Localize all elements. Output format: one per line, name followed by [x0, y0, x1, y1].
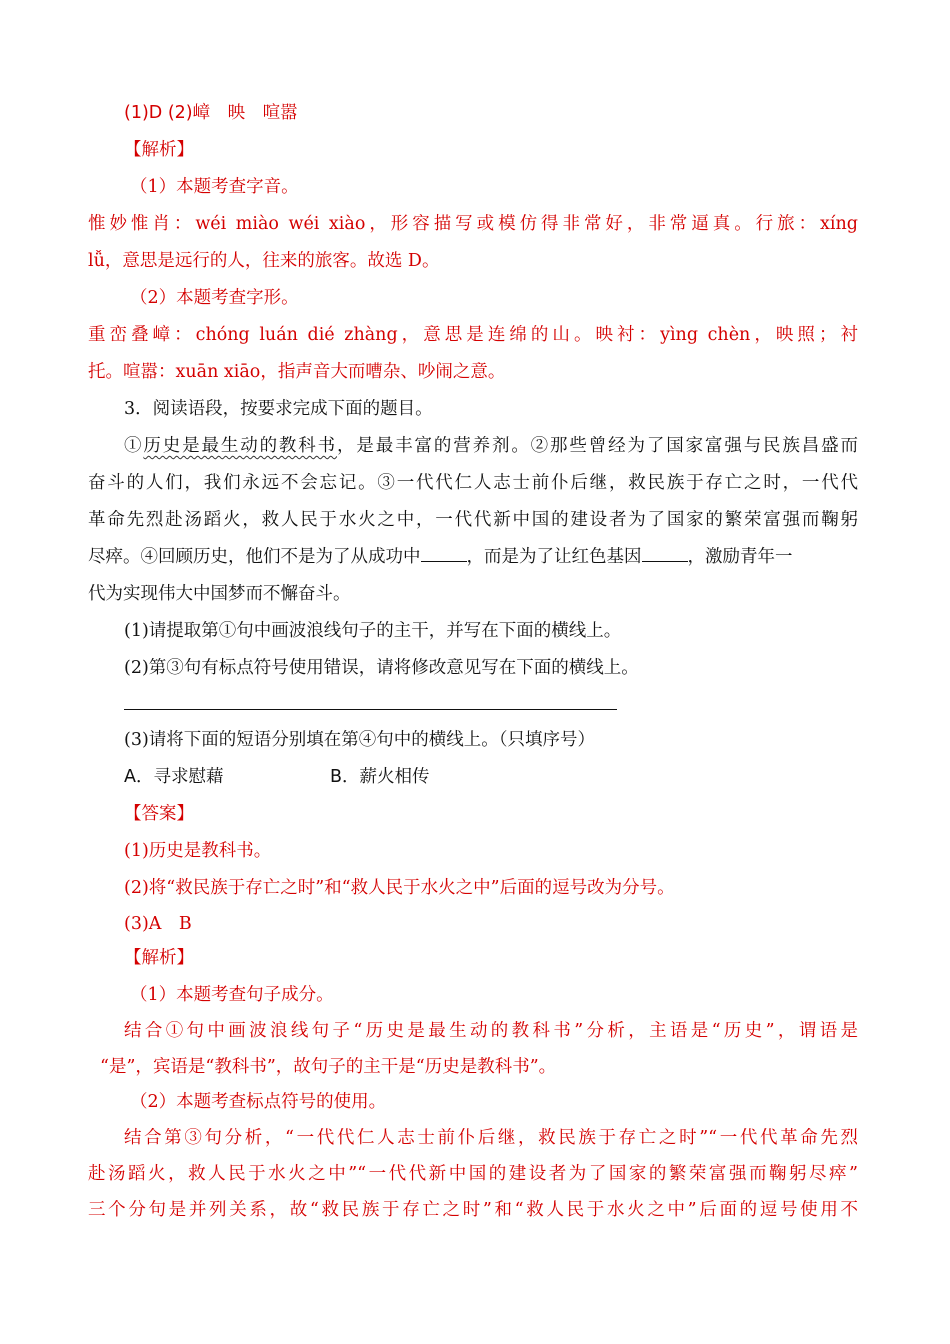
passage-line-4-b: ，而是为了让红色基因	[466, 547, 642, 567]
answer-writing-line[interactable]	[124, 709, 617, 710]
prev-explain-2-line1: 重峦叠嶂：chóng luán dié zhàng，意思是连绵的山。映衬：yìng chèn，映照；衬	[88, 325, 858, 345]
prev-explain-1-line2: lǚ，意思是远行的人，往来的旅客。故选 D。	[88, 251, 440, 271]
passage-line-5: 代为实现伟大中国梦而不懈奋斗。	[88, 584, 351, 604]
prev-explain-2-title: （2）本题考查字形。	[130, 288, 299, 308]
jiexi-label-1: 【解析】	[124, 140, 194, 160]
passage-line-1-rest: ，是最丰富的营养剂。②那些曾经为了国家富强与民族昌盛而	[337, 436, 859, 456]
option-b-row	[330, 765, 530, 789]
prev-explain-2-line2: 托。喧嚣：xuān xiāo，指声音大而嘈杂、吵闹之意。	[88, 362, 506, 382]
prev-explain-1-title: （1）本题考查字音。	[130, 177, 299, 197]
passage-line-2: 奋斗的人们，我们永远不会忘记。③一代代仁人志士前仆后继，救民族于存亡之时，一代代	[88, 473, 858, 493]
question-title: 3．阅读语段，按要求完成下面的题目。	[124, 399, 433, 419]
option-a: A．寻求慰藉	[124, 767, 224, 787]
question-part-3: (3)请将下面的短语分别填在第④句中的横线上。（只填序号）	[124, 730, 596, 750]
prev-explain-1-line1: 惟妙惟肖：wéi miào wéi xiào，形容描写或模仿得非常好，非常逼真。行旅：xíng	[88, 214, 858, 234]
explain-1-line2: “是”，宾语是“教科书”，故句子的主干是“历史是教科书”。	[100, 1057, 557, 1077]
passage-line-3: 革命先烈赴汤蹈火，救人民于水火之中，一代代新中国的建设者为了国家的繁荣富强而鞠躬	[88, 510, 858, 530]
passage-line-4	[88, 545, 858, 569]
wavy-underlined-sentence: 历史是最生动的教科书	[143, 436, 338, 456]
passage-line-4-c: ，激励青年一	[687, 547, 793, 567]
option-b: B．薪火相传	[330, 767, 430, 787]
answer-1: (1)历史是教科书。	[124, 841, 272, 861]
answer-blank-1[interactable]	[421, 545, 467, 562]
explain-2-line2: 赴汤蹈火，救人民于水火之中”“一代代新中国的建设者为了国家的繁荣富强而鞠躬尽瘁”	[88, 1164, 858, 1184]
question-part-1: (1)请提取第①句中画波浪线句子的主干，并写在下面的横线上。	[124, 621, 622, 641]
circled-number-1: ①	[124, 436, 144, 456]
question-part-2: (2)第③句有标点符号使用错误，请将修改意见写在下面的横线上。	[124, 658, 639, 678]
explain-2-line1: 结合第③句分析，“一代代仁人志士前仆后继，救民族于存亡之时”“一代代革命先烈	[124, 1128, 858, 1148]
prev-answer: (1)D (2)嶂 映 喧嚣	[124, 103, 298, 123]
explain-2-title: （2）本题考查标点符号的使用。	[130, 1092, 387, 1112]
answer-2: (2)将“救民族于存亡之时”和“救人民于水火之中”后面的逗号改为分号。	[124, 878, 675, 898]
passage-line-4-a: 尽瘁。④回顾历史，他们不是为了从成功中	[88, 547, 421, 567]
answer-blank-2[interactable]	[642, 545, 688, 562]
answer-3: (3)A B	[124, 914, 192, 934]
jiexi-label-2: 【解析】	[124, 948, 194, 968]
explain-2-line3: 三个分句是并列关系，故“救民族于存亡之时”和“救人民于水火之中”后面的逗号使用不	[88, 1200, 858, 1220]
passage-line-1	[124, 434, 858, 458]
explain-1-line1: 结合①句中画波浪线句子“历史是最生动的教科书”分析，主语是“历史”，谓语是	[124, 1021, 858, 1041]
explain-1-title: （1）本题考查句子成分。	[130, 985, 334, 1005]
daan-label: 【答案】	[124, 804, 194, 824]
